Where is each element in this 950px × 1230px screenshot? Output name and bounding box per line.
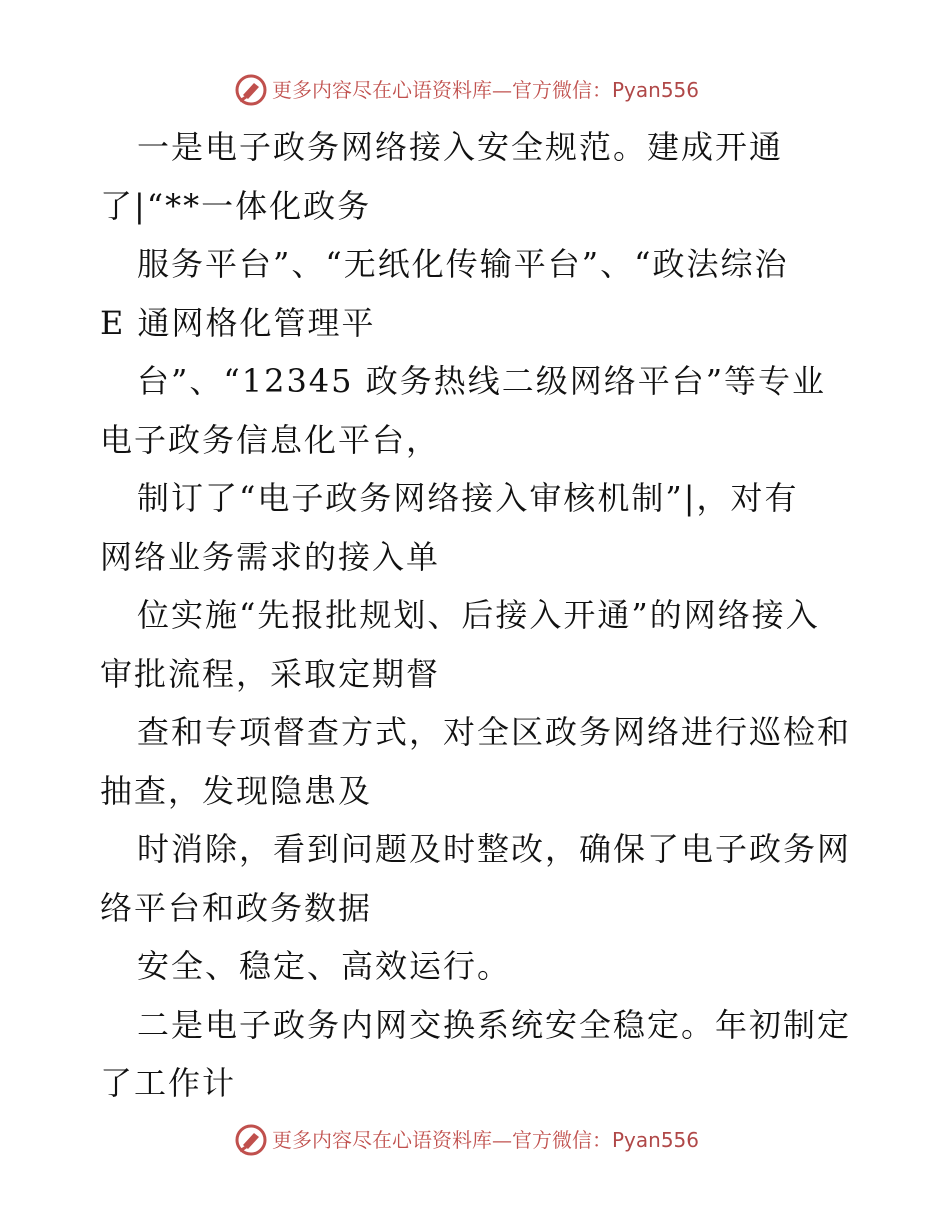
text-line: 位实施“先报批规划、后接入开通”的网络接入 (137, 596, 820, 634)
text-line: 了|“**一体化政务 (100, 187, 372, 225)
brand-logo-icon (234, 73, 268, 107)
text-line: 台”、“12345 政务热线二级网络平台”等专业 (137, 362, 827, 400)
text-line: 电子政务信息化平台， (100, 421, 441, 459)
text-line: 一是电子政务网络接入安全规范。建成开通 (137, 128, 784, 166)
header-banner (0, 71, 950, 111)
text-line: 时消除，看到问题及时整改，确保了电子政务网 (137, 830, 852, 868)
text-line: 抽查，发现隐患及 (100, 772, 373, 810)
text-line: 查和专项督查方式，对全区政务网络进行巡检和 (137, 713, 852, 751)
text-line: 络平台和政务数据 (100, 889, 373, 927)
footer-banner (0, 1121, 950, 1161)
brand-logo-icon (234, 1123, 268, 1157)
text-line: 安全、稳定、高效运行。 (137, 947, 512, 985)
text-line: 二是电子政务内网交换系统安全稳定。年初制定 (137, 1006, 852, 1044)
banner-wechat-id: Pyan556 (612, 78, 700, 102)
text-line: E 通网格化管理平 (100, 304, 376, 342)
banner-text: 更多内容尽在心语资料库—官方微信： (272, 78, 612, 102)
text-line: 网络业务需求的接入单 (100, 538, 441, 576)
banner-wechat-id: Pyan556 (612, 1128, 700, 1152)
text-line: 了工作计 (100, 1064, 237, 1102)
text-line: 制订了“电子政务网络接入审核机制”|，对有 (137, 479, 799, 517)
text-line: 服务平台”、“无纸化传输平台”、“政法综治 (137, 245, 789, 283)
banner-text: 更多内容尽在心语资料库—官方微信： (272, 1128, 612, 1152)
text-line: 审批流程，采取定期督 (100, 655, 441, 693)
